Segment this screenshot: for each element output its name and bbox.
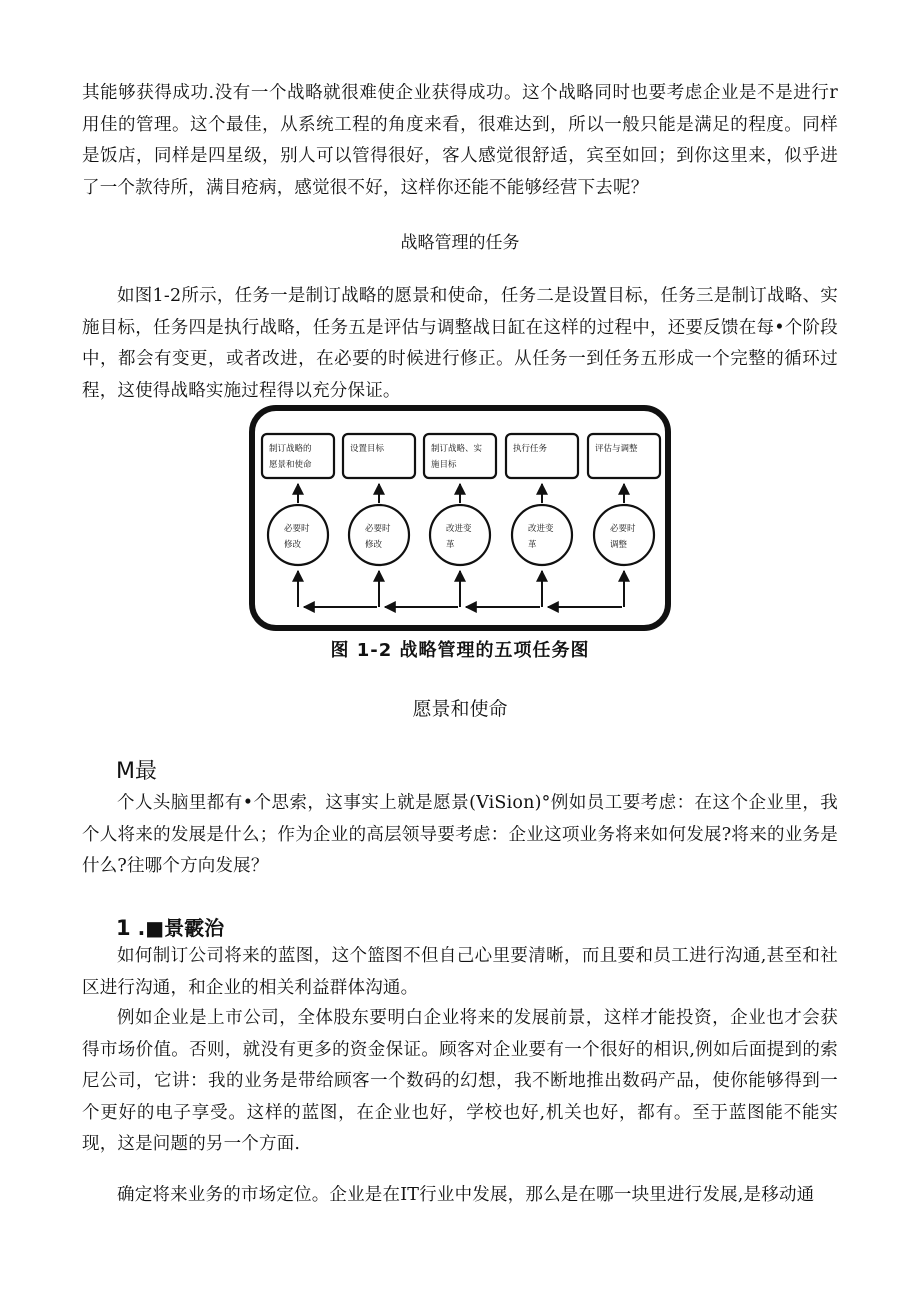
- task-box-label-line2: 愿景和使命: [269, 460, 312, 470]
- circle-label-line2: 修改: [284, 540, 302, 550]
- circle-label-line2: 革: [446, 540, 455, 550]
- circle-label: 改进变: [446, 524, 472, 534]
- circle-label: 改进变: [528, 524, 554, 534]
- paragraph-intro: 其能够获得成功.没有一个战略就很难使企业获得成功。这个战略同时也要考虑企业是不是进行r用佳的管理。这个最佳，从系统工程的角度来看，很难达到，所以一般只能是满足的程度。同样是饭店，同样是四星级，别人可以管得很好，客人感觉很舒适，宾至如回；到你这里来，似乎进了一个款待所，满目疮病，感觉很不好，这样你还能不能够经营下去呢？: [82, 83, 838, 198]
- task-box-label: 设置目标: [350, 444, 385, 454]
- numbered-heading: [116, 912, 224, 941]
- strategy-tasks-diagram: [248, 404, 672, 632]
- m-heading: M最: [116, 759, 157, 784]
- task-box-label: 执行任务: [513, 444, 548, 454]
- task-box-label: 制订战略、实: [431, 444, 483, 454]
- paragraph-example: 例如企业是上市公司，全体股东要明白企业将来的发展前景，这样才能投资，企业也才会获得市场价值。否则，就没有更多的资金保证。顾客对企业要有一个很好的相识,例如后面提到的索尼公司，它讲：我的业务是带给顾客一个数码的幻想，我不断地推出数码产品，使你能够得到一个更好的电子享受。这样的蓝图，在企业也好，学校也好,机关也好，都有。至于蓝图能不能实现，这是问题的另一个方面.: [82, 1008, 838, 1154]
- task-box-label: 制订战略的: [269, 444, 312, 454]
- task-box-label: 评估与调整: [595, 444, 638, 454]
- paragraph-vision: 个人头脑里都有•个思索，这事实上就是愿景(ViSion)°例如员工要考虑：在这个企业里，我个人将来的发展是什么；作为企业的高层领导要考虑：企业这项业务将来如何发展?将来的业务是什么?往哪个方向发展？: [82, 793, 838, 876]
- numbered-heading-text: .■景霰治: [137, 916, 225, 940]
- figure-caption: 图 1-2 战略管理的五项任务图: [330, 640, 590, 661]
- section-title: 战略管理的任务: [400, 233, 520, 253]
- paragraph-figure-description: 如图1-2所示，任务一是制订战略的愿景和使命，任务二是设置目标，任务三是制订战略、实施目标，任务四是执行战略，任务五是评估与调整战日缸在这样的过程中，还要反馈在每•个阶段中，都会有变更，或者改进，在必要的时候进行修正。从任务一到任务五形成一个完整的循环过程，这使得战略实施过程得以充分保证。: [82, 286, 838, 401]
- subsection-title: 愿景和使命: [412, 698, 508, 720]
- numbered-heading-number: 1: [116, 916, 131, 940]
- circle-label: 必要时: [610, 524, 636, 534]
- circle-label-line2: 调整: [610, 540, 628, 550]
- paragraph-market-positioning: 确定将来业务的市场定位。企业是在IT行业中发展，那么是在哪一块里进行发展,是移动通: [117, 1185, 815, 1205]
- paragraph-blueprint: 如何制订公司将来的蓝图，这个篮图不但自己心里要清晰，而且要和员工进行沟通,甚至和社区进行沟通，和企业的相关利益群体沟通。: [82, 946, 838, 998]
- circle-label-line2: 革: [528, 540, 537, 550]
- circle-label-line2: 修改: [365, 540, 383, 550]
- task-box-label-line2: 施目标: [431, 460, 457, 470]
- circle-label: 必要时: [365, 524, 391, 534]
- circle-label: 必要时: [284, 524, 310, 534]
